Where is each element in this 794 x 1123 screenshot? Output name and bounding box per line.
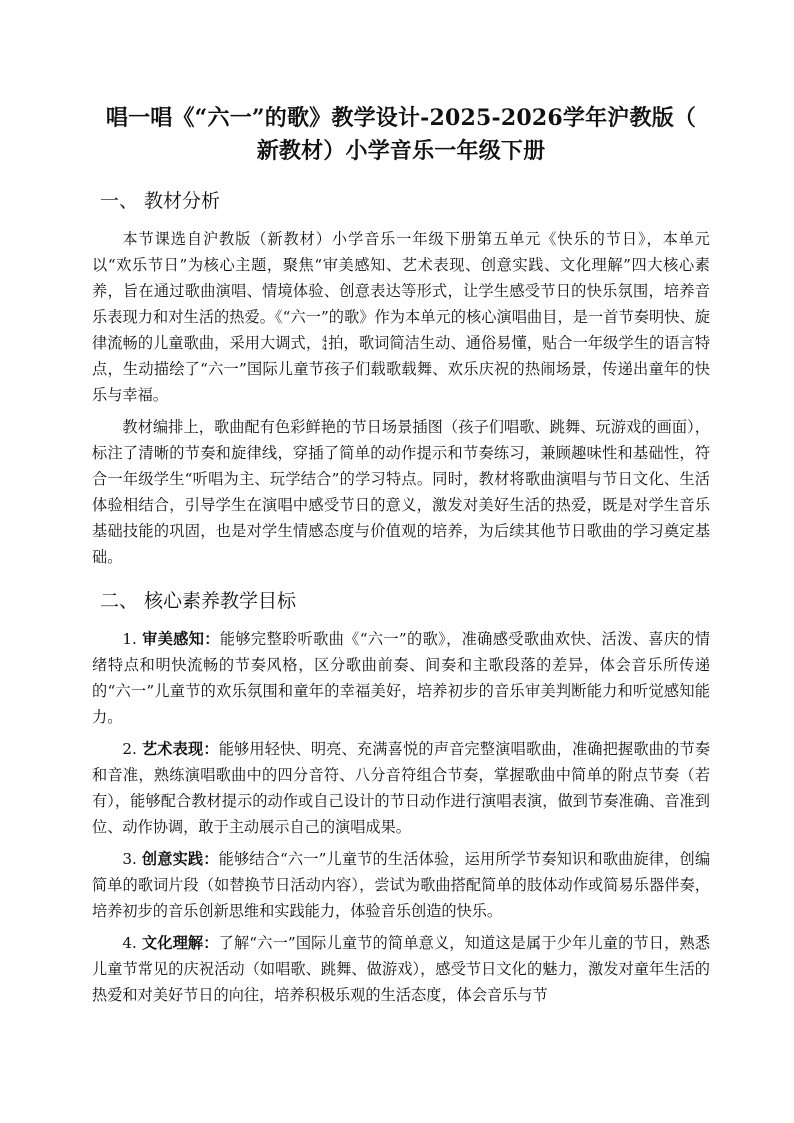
section-heading-objectives: 二、 核心素养教学目标	[100, 590, 297, 612]
objective-title: 艺术表现：	[141, 740, 219, 758]
objective-item-culture	[92, 930, 710, 1008]
paragraph-text: 拍，歌词简洁生动、通俗易懂，贴合一年级学生的语言特点，生动描绘了“六一”国际儿童节孩子们载歌载舞、欢乐庆祝的热闹场景，传递出童年的快乐与幸福。	[92, 334, 711, 404]
section-heading-analysis: 一、 教材分析	[100, 190, 221, 212]
paragraph-text: 本节课选自沪教版（新教材）小学音乐一年级下册第五单元《快乐的节日》，本单元以“欢乐节日”为核心主题，聚焦“审美感知、艺术表现、创意实践、文化理解”四大核心素养，旨在通过歌曲演唱、情境体验、创意表达等形式，让学生感受节日的快乐氛围，培养音乐表现力和对生活的热爱。《“六一”的歌》作为本单元的核心演唱曲目，是一首节奏明快、旋律流畅的儿童歌曲，采用大调式，	[92, 230, 710, 352]
objective-text: 能够用轻快、明亮、充满喜悦的声音完整演唱歌曲，准确把握歌曲的节奏和音准，熟练演唱歌曲中的四分音符、八分音符组合节奏，掌握歌曲中简单的附点节奏（若有），能够配合教材提示的动作或自己设计的节日动作进行演唱表演，做到节奏准确、音准到位、动作协调，敢于主动展示自己的演唱成果。	[92, 740, 711, 836]
title-line-2: 新教材）小学音乐一年级下册	[256, 138, 546, 164]
objective-number: 3.	[122, 850, 142, 868]
objective-text: 了解“六一”国际儿童节的简单意义，知道这是属于少年儿童的节日，熟悉儿童节常见的庆祝活动（如唱歌、跳舞、做游戏），感受节日文化的魅力，激发对童年生活的热爱和对美好节日的向往，培养积极乐观的生活态度，体会音乐与节	[92, 934, 711, 1004]
document-title	[92, 102, 710, 168]
paragraph-analysis-1	[92, 226, 710, 408]
objective-title: 创意实践：	[141, 850, 219, 868]
objective-item-aesthetic	[92, 626, 710, 730]
objective-title: 审美感知：	[142, 630, 220, 648]
paragraph-analysis-2: 教材编排上，歌曲配有色彩鲜艳的节日场景插图（孩子们唱歌、跳舞、玩游戏的画面），标注了清晰的节奏和旋律线，穿插了简单的动作提示和节奏练习，兼顾趣味性和基础性，符合一年级学生“听唱为主、玩学结合”的学习特点。同时，教材将歌曲演唱与节日文化、生活体验相结合，引导学生在演唱中感受节日的意义，激发对美好生活的热爱，既是对学生音乐基础技能的巩固，也是对学生情感态度与价值观的培养，为后续其他节日歌曲的学习奠定基础。	[92, 418, 710, 566]
objective-number: 1.	[122, 630, 143, 648]
objective-item-performance	[92, 736, 710, 840]
time-signature	[322, 336, 327, 352]
objective-number: 4.	[122, 934, 142, 952]
objective-number: 2.	[122, 740, 142, 758]
title-line-1: 唱一唱《“六一”的歌》教学设计-2025-2026学年沪教版（	[105, 105, 697, 131]
objective-title: 文化理解：	[141, 934, 219, 952]
objective-text: 能够完整聆听歌曲《“六一”的歌》，准确感受歌曲欢快、活泼、喜庆的情绪特点和明快流畅的节奏风格，区分歌曲前奏、间奏和主歌段落的差异，体会音乐所传递的“六一”儿童节的欢乐氛围和童年的幸福美好，培养初步的音乐审美判断能力和听觉感知能力。	[92, 630, 711, 726]
objective-text: 能够结合“六一”儿童节的生活体验，运用所学节奏知识和歌曲旋律，创编简单的歌词片段（如替换节日活动内容），尝试为歌曲搭配简单的肢体动作或简易乐器伴奏，培养初步的音乐创新思维和实践能力，体验音乐创造的快乐。	[92, 850, 711, 920]
objective-item-creative	[92, 846, 710, 924]
time-signature-numerator: 4	[322, 335, 328, 344]
time-signature-denominator: 4	[322, 343, 328, 352]
